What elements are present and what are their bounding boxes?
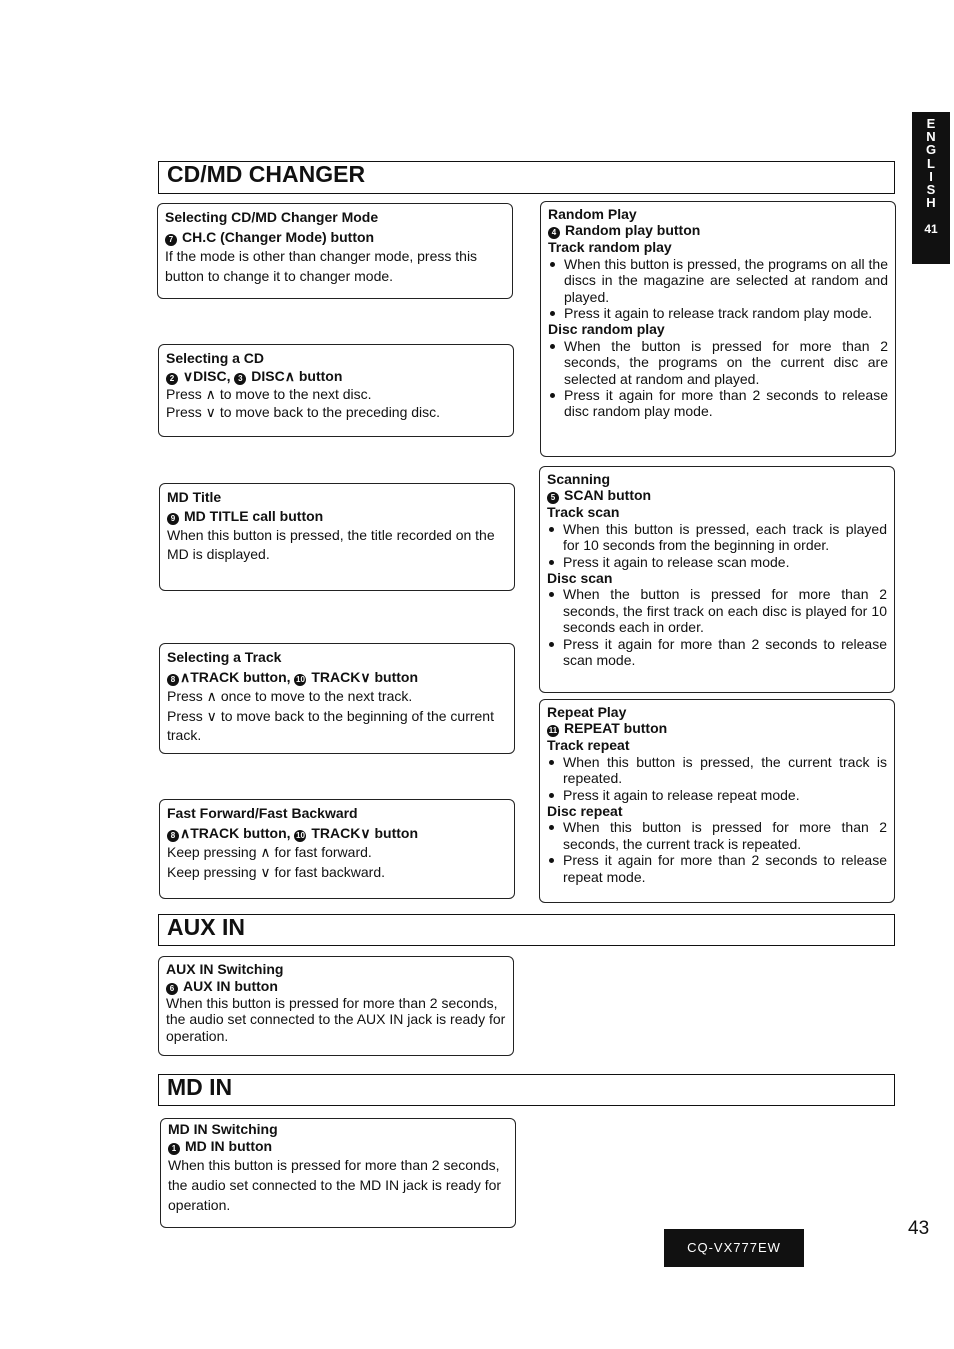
box-body: When this button is pressed for more than 2 seconds, the audio set connected to the AUX IN jack is ready for operation. bbox=[166, 994, 506, 1044]
section-title: AUX IN bbox=[167, 914, 245, 940]
box-line: Press ∧ to move to the next disc. bbox=[166, 386, 372, 402]
number-3-icon: 3 bbox=[234, 373, 246, 385]
number-1-icon: 1 bbox=[168, 1143, 180, 1155]
list-item: When the button is pressed for more than 2 seconds, the first track on each disc is played for 10 seconds each in order. bbox=[547, 586, 887, 635]
button-reference: 1 MD IN button bbox=[168, 1138, 508, 1155]
button-reference: 7 CH.C (Changer Mode) button bbox=[165, 228, 505, 248]
tab-letter: G bbox=[925, 142, 937, 158]
box-md-in-switching bbox=[160, 1118, 516, 1228]
number-5-icon: 5 bbox=[547, 492, 559, 504]
subheading: Track random play bbox=[548, 239, 672, 256]
page-number: 43 bbox=[908, 1218, 930, 1239]
box-md-title bbox=[159, 483, 515, 591]
box-body: If the mode is other than changer mode, press this button to change it to changer mode. bbox=[165, 248, 478, 284]
language-tab-page: 41 bbox=[924, 222, 938, 237]
box-title: Selecting CD/MD Changer Mode bbox=[165, 209, 379, 225]
list-item: When this button is pressed, the current track is repeated. bbox=[547, 754, 887, 787]
box-line: Keep pressing ∧ for fast forward. bbox=[167, 844, 372, 860]
box-selecting-cd bbox=[158, 344, 514, 437]
subheading: Track repeat bbox=[547, 737, 630, 754]
section-title: CD/MD CHANGER bbox=[167, 161, 366, 187]
box-scanning bbox=[539, 466, 895, 693]
bullet-list bbox=[548, 338, 888, 420]
tab-letter: N bbox=[926, 129, 936, 145]
list-item: Press it again to release scan mode. bbox=[547, 554, 887, 570]
number-10-icon: 10 bbox=[296, 830, 305, 840]
section-title: MD IN bbox=[167, 1074, 233, 1100]
box-title: MD Title bbox=[167, 489, 222, 505]
button-reference: 4 Random play button bbox=[548, 222, 888, 239]
box-selecting-track bbox=[159, 643, 515, 754]
box-title: MD IN Switching bbox=[168, 1121, 278, 1137]
section-header-cdmd-changer bbox=[158, 161, 895, 194]
tab-letter: E bbox=[926, 116, 936, 131]
number-2-icon: 2 bbox=[166, 373, 178, 385]
list-item: When this button is pressed, each track is played for 10 seconds from the beginning in order. bbox=[547, 521, 887, 554]
bullet-list bbox=[547, 586, 887, 668]
bullet-list bbox=[547, 521, 887, 570]
section-header-md-in bbox=[158, 1074, 895, 1106]
box-title: Repeat Play bbox=[547, 704, 627, 720]
box-line: Keep pressing ∨ for fast backward. bbox=[167, 863, 386, 880]
model-badge: CQ-VX777EW bbox=[664, 1229, 804, 1267]
list-item: Press it again for more than 2 seconds to release scan mode. bbox=[547, 636, 887, 669]
list-item: When this button is pressed, the programs on all the discs in the magazine are selected at random and played. bbox=[548, 256, 888, 305]
box-title: Scanning bbox=[547, 471, 611, 487]
tab-letter: L bbox=[927, 155, 935, 171]
subheading: Disc scan bbox=[547, 570, 613, 587]
number-6-icon: 6 bbox=[166, 983, 178, 995]
bullet-list bbox=[548, 256, 888, 322]
list-item: When this button is pressed for more than 2 seconds, the current track is repeated. bbox=[547, 819, 887, 852]
language-tab bbox=[912, 112, 950, 264]
button-reference: 6 AUX IN button bbox=[166, 978, 506, 995]
box-changer-mode bbox=[157, 203, 513, 299]
number-8-icon: 8 bbox=[167, 830, 179, 842]
subheading: Track scan bbox=[547, 504, 620, 521]
subheading: Disc random play bbox=[548, 321, 665, 338]
language-tab-letters bbox=[912, 117, 950, 209]
number-11-icon: 11 bbox=[548, 726, 558, 736]
bullet-list bbox=[547, 819, 887, 885]
box-title: Fast Forward/Fast Backward bbox=[167, 805, 358, 821]
box-body: When this button is pressed for more than 2 seconds, the audio set connected to the MD IN jack is ready for operation. bbox=[168, 1157, 502, 1213]
list-item: Press it again to release track random play mode. bbox=[548, 305, 888, 321]
box-fast-forward-backward bbox=[159, 799, 515, 899]
tab-letter: S bbox=[926, 182, 936, 198]
number-10-icon: 10 bbox=[296, 674, 305, 684]
button-reference: 9 MD TITLE call button bbox=[167, 507, 507, 526]
box-repeat-play bbox=[539, 699, 895, 903]
number-8-icon: 8 bbox=[167, 674, 179, 686]
list-item: Press it again for more than 2 seconds to release repeat mode. bbox=[547, 852, 887, 885]
box-body: When this button is pressed, the title recorded on the MD is displayed. bbox=[167, 527, 495, 562]
number-4-icon: 4 bbox=[548, 227, 560, 239]
box-title: Random Play bbox=[548, 206, 637, 222]
section-header-aux-in bbox=[158, 914, 895, 946]
tab-letter: H bbox=[926, 195, 936, 211]
box-title: AUX IN Switching bbox=[166, 961, 284, 977]
button-reference: 5 SCAN button bbox=[547, 487, 887, 504]
button-reference: 11 REPEAT button bbox=[548, 720, 668, 737]
number-7-icon: 7 bbox=[165, 234, 177, 246]
subheading: Disc repeat bbox=[547, 803, 623, 820]
box-line: Press ∨ to move back to the beginning of the current track. bbox=[167, 707, 494, 743]
button-reference: 8 ∧TRACK button, 10 TRACK∨ button bbox=[167, 824, 507, 844]
button-reference: 8 ∧TRACK button, 10 TRACK∨ button bbox=[167, 668, 507, 688]
list-item: Press it again to release repeat mode. bbox=[547, 787, 887, 803]
box-title: Selecting a CD bbox=[166, 350, 265, 366]
box-aux-in-switching bbox=[158, 956, 514, 1056]
bullet-list bbox=[547, 754, 887, 803]
list-item: Press it again for more than 2 seconds to release disc random play mode. bbox=[548, 387, 888, 420]
box-line: Press ∨ to move back to the preceding disc. bbox=[166, 404, 441, 420]
box-line: Press ∧ once to move to the next track. bbox=[167, 688, 413, 704]
list-item: When the button is pressed for more than 2 seconds, the programs on the current disc are selected at random and played. bbox=[548, 338, 888, 387]
box-random-play bbox=[540, 201, 896, 457]
number-9-icon: 9 bbox=[167, 513, 179, 525]
box-title: Selecting a Track bbox=[167, 649, 282, 665]
tab-letter: I bbox=[929, 168, 933, 184]
button-reference: 2 ∨DISC, 3 DISC∧ button bbox=[166, 367, 506, 385]
